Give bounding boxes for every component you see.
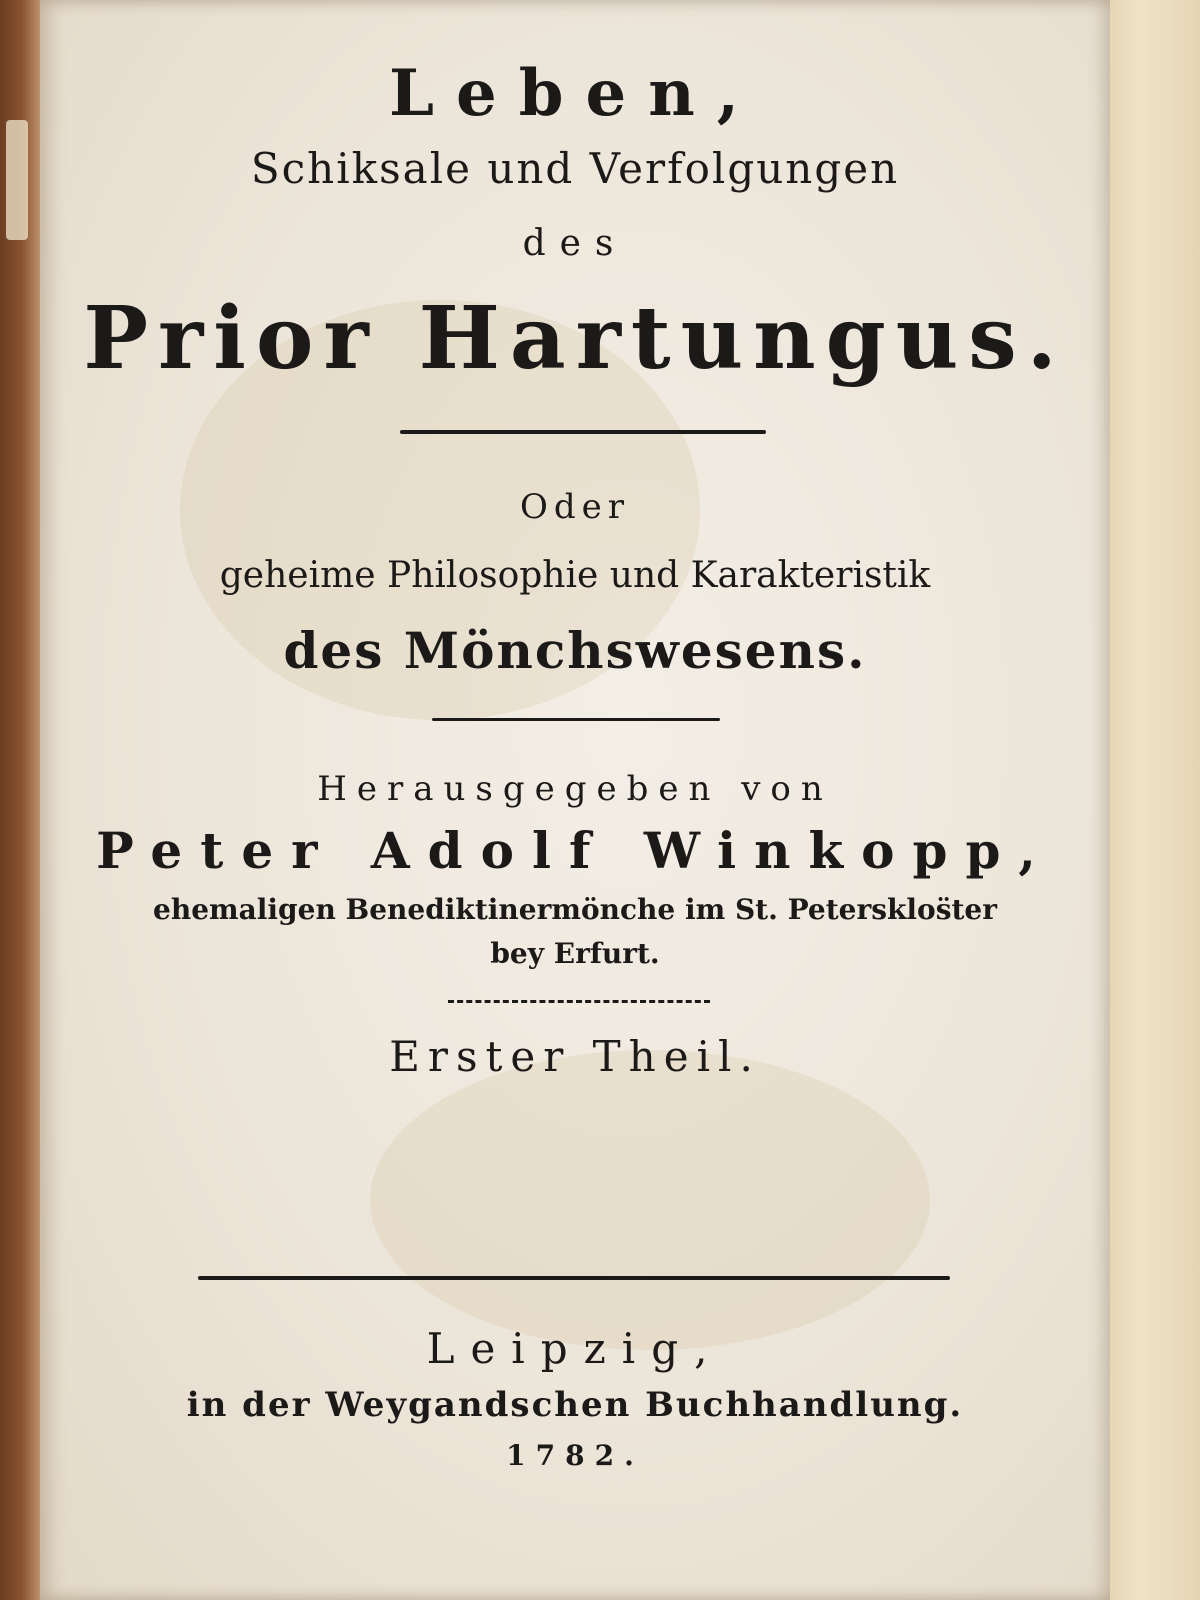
- title-page: [40, 0, 1110, 1600]
- editor-intro: Herausgegeben von: [317, 769, 833, 809]
- title-line-schiksale: Schiksale und Verfolgungen: [250, 144, 900, 193]
- subtitle-philosophie: geheime Philosophie und Karakteristik: [219, 555, 931, 596]
- dashed-divider: [448, 1000, 710, 1003]
- title-line-leben: Leben,: [389, 56, 761, 131]
- binding-thread: [6, 120, 28, 240]
- paper-stain: [370, 1050, 930, 1350]
- table-surface: [1100, 0, 1200, 1600]
- rule-divider: [432, 718, 720, 721]
- subtitle-oder: Oder: [519, 487, 630, 527]
- editor-description: ehemaligen Benediktinermönche im St. Petersklos̈ter: [153, 893, 997, 926]
- editor-name: Peter Adolf Winkopp,: [96, 821, 1054, 880]
- imprint-publisher: in der Weygandschen Buchhandlung.: [186, 1385, 964, 1425]
- imprint-year: 1782.: [506, 1439, 644, 1472]
- rule-divider: [400, 430, 766, 434]
- editor-location: bey Erfurt.: [490, 937, 660, 970]
- imprint-city: Leipzig,: [426, 1324, 724, 1373]
- subtitle-moenchswesen: des Mönchswesens.: [283, 621, 867, 680]
- volume-label: Erster Theil.: [389, 1032, 761, 1081]
- title-main-heading: Prior Hartungus.: [83, 288, 1067, 389]
- title-line-des: des: [522, 223, 628, 264]
- rule-divider: [198, 1276, 950, 1280]
